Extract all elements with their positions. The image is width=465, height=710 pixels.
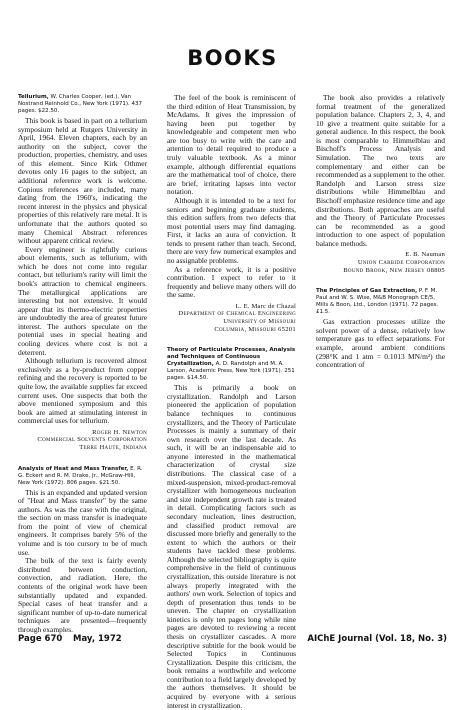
paragraph: This is an expanded and updated version of "Heat and Mass transfer" by the same authors. As was the case with the original, the section on mass transfer is inadequate from the point of view of chemical engineers. It comprises barely 5% of the volume and is too cursory to be of much use.	[18, 487, 147, 557]
reviewer-name: Roger H. Newton	[92, 428, 147, 436]
page-footer	[18, 634, 447, 646]
book-title: Theory of Particulate Processes, Analysis and Techniques of Continuous Crystallization,	[167, 347, 296, 368]
paragraph	[18, 556, 147, 634]
reviewer-signoff	[167, 303, 296, 333]
paragraph: Gas extraction processes utilize the solvent power of a dense, relatively low temperature gas to effect separations. For example, around ambient conditions (298°K and 1 atm = 0.1013 MN/m²) the concentration of	[316, 317, 445, 370]
column-2	[167, 94, 296, 710]
page-number: Page 670	[18, 634, 63, 644]
paragraph-continued: The bulk of the text is fairly evenly distributed between conduction, convection, and radiation. Here, the contents of the original work have been substantially updated and expanded. Special cases of heat transfer and a significant number of up-to-date numerical techniques are presented—frequently through examples.	[18, 556, 147, 634]
review-heading	[316, 288, 445, 316]
reviewer-name: E. B. Nauman	[405, 251, 445, 259]
reviewer-name: L. E. Marc de Chazal	[235, 302, 296, 310]
paragraph: Although tellurium is recovered almost exclusively as a by-product from copper refining and the recovery is reported to be quite low, the available supplies far exceed current uses. One suspects that both the above mentioned symposium and this book are aimed at stimulating interest in commercial uses for tellurium.	[18, 356, 147, 426]
reviewer-location: Bound Brook, New Jersey 08805	[343, 266, 445, 274]
review-heading	[18, 94, 147, 115]
paragraph: The feel of the book is reminiscent of the third edition of Heat Transmission, by McAdams. It gives the impression of having been put together by knowledgeable and competent men who are too busy to write with the care and attention to detail required to produce a truly valuable textbook. As a minor example, although differential equations are the mathematical tool of choice, there are brief, irritating lapses into vector notation.	[167, 93, 296, 197]
reviewer-affiliation: Union Carbide Corporation	[357, 259, 445, 266]
book-title: Analysis of Heat and Mass Transfer,	[18, 465, 129, 472]
reviewer-signoff	[18, 429, 147, 452]
book-title: Tellurium,	[18, 94, 49, 100]
book-meta: W. Charles Cooper, (ed.), Van Nostrand Reinhold Co., New York (1971). 437 pages. $22.50.	[18, 94, 143, 114]
issue-date: May, 1972	[73, 634, 122, 644]
reviewer-signoff	[316, 251, 445, 274]
book-meta: P. F. M. Paul and W. S. Wise, M&B Monograph CE/5, Mills & Boon, Ltd., London (1971). 72 pages. £1.5.	[316, 288, 439, 316]
reviewer-affiliation: Commercial Solvents Corporation	[37, 436, 147, 444]
paragraph: This is primarily a book on crystallization. Randolph and Larson pioneered the application of population balance techniques to continuous crystallizers, and the Theory of Particulate Processes is mainly a summary of their own research over the last decade. As such, it will be an indispensable aid to anyone interested in the mathematical characterization of crystal size distributions. The classical case of a mixed-suspension, mixed-product-removal crystallizer with homogeneous nucleation and size independent growth rate is treated in detail. Complicating factors such as secondary nucleation, lines destruction, and classified product removal are discussed more briefly and generally to the extent to which the authors or their students have tackled these problems. Although the selected bibliography is quite comprehensive in the field of continuous crystallization, this outside literature is not always properly integrated with the authors' own work. Selection of topics and depth of presentation thus tends to be uneven. The chapter on crystallization kinetics is only ten pages long while nine pages are devoted to reviewing a recent thesis on crystallizer cascades. A more descriptive subtitle for the book would be Selected Topics in Continuous Crystallization. Despite this criticism, the book remains a worthwhile and welcome contribution to a field largely developed by the authors themselves. It should be acquired by everyone with a serious interest in crystallization.	[167, 383, 296, 710]
reviewer-location: Terre Haute, Indiana	[79, 444, 147, 451]
reviewer-affiliation: University of Missouri	[223, 318, 296, 326]
reviewer-location: Columbia, Missouri 65201	[214, 325, 296, 333]
reviewer-affiliation: Department of Chemical Engineering	[178, 310, 296, 318]
paragraph: Although it is intended to be a text for seniors and beginning graduate students, this edition suffers from two defects that most potential users may find damaging. First, it lacks an aura of conviction. It tends to present rather than teach. Second, there are very few numerical examples and no assignable problems.	[167, 195, 296, 265]
column-3	[316, 94, 445, 370]
paragraph: This book is based in part on a tellurium symposium held at Rutgers University in April, 1964. Eleven chapters, each by an authority on the subject, cover the production, properties, chemistry, and uses of this element. Since Kirk Othmer devotes only 16 pages to the subject, an additional reference work is welcome. Copious references are included, many dating from the 1960's, indicating the recent interest in the physics and physical properties of this relatively rare metal. It is unfortunate that the authors quoted so many Chemical Abstract references without apparent critical review.	[18, 116, 147, 246]
book-meta: A. D. Randolph and M. A. Larson, Academic Press, New York (1971). 251 pages. $14.50.	[167, 361, 295, 382]
column-1	[18, 94, 147, 634]
journal-citation: AIChE Journal (Vol. 18, No. 3)	[307, 634, 447, 644]
book-meta: E. R. G. Eckert and R. M. Drake, Jr., McGraw-Hill, New York (1972). 806 pages. $21.50.	[18, 465, 143, 486]
paragraph: The book also provides a relatively formal treatment of the generalized population balance. Chapters 2, 3, 4, and 10 give a treatment quite suitable for a general audience. In this respect, the book is most comparable to Himmelblau and Bischoff's Process Analysis and Simulation. The two texts are complementary and either can be recommended as a supplement to the other. Randolph and Larson stress size distributions while Himmelblau and Bischoff emphasize residence time and age distributions. Both approaches are useful and the Theory of Particulate Processes can be recommended as a good introduction to one aspect of population balance methods.	[316, 93, 445, 248]
review-heading	[167, 347, 296, 382]
paragraph: As a reference work, it is a positive contribution. I expect to refer to it frequently and believe many others will do the same.	[167, 264, 296, 300]
paragraph: Every engineer is rightfully curious about elements, such as tellurium, with which he does not come into regular contact, but tellurium's rarity will limit the book's attraction to chemical engineers. The metallurgical applications are interesting but not extensive. It would appear that its thermo-electric properties are undoubtedly the area of greatest future interest. The authors speculate on the potential uses in special heating and cooling devices where cost is not a deterrent.	[18, 244, 147, 357]
review-heading	[18, 466, 147, 487]
page-title: BOOKS	[187, 46, 278, 70]
book-title: The Principles of Gas Extraction,	[316, 288, 418, 295]
